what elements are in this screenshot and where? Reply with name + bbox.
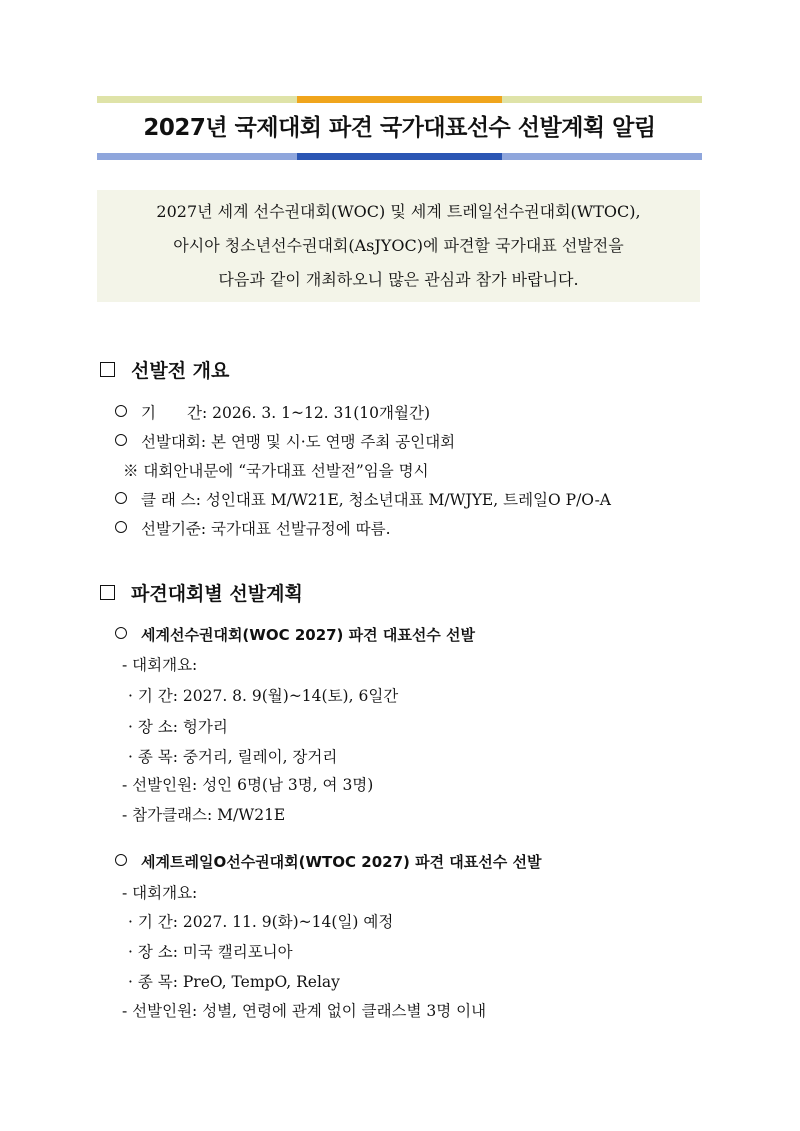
circle-bullet-icon bbox=[115, 854, 127, 866]
title-top-bar bbox=[97, 96, 702, 103]
page-title: 2027년 국제대회 파견 국가대표선수 선발계획 알림 bbox=[143, 115, 656, 141]
wtoc-title: 세계트레일O선수권대회(WTOC 2027) 파견 대표선수 선발 bbox=[115, 851, 541, 872]
wtoc-line: - 선발인원: 성별, 연령에 관계 없이 클래스별 3명 이내 bbox=[122, 1002, 487, 1020]
section-heading-plans bbox=[100, 579, 303, 606]
checkbox-square-icon bbox=[100, 362, 115, 377]
list-item: 선발기준: 국가대표 선발규정에 따름. bbox=[115, 517, 391, 539]
title-bottom-bar bbox=[97, 153, 702, 160]
wtoc-line: · 종 목: PreO, TempO, Relay bbox=[128, 973, 340, 991]
woc-line: · 장 소: 헝가리 bbox=[128, 718, 228, 736]
circle-bullet-icon bbox=[115, 492, 127, 504]
list-item: 클 래 스: 성인대표 M/W21E, 청소년대표 M/WJYE, 트레일O P/O-A bbox=[115, 488, 611, 510]
list-item: 기 간: 2026. 3. 1~12. 31(10개월간) bbox=[115, 401, 430, 423]
circle-bullet-icon bbox=[115, 627, 127, 639]
woc-line: · 기 간: 2027. 8. 9(월)~14(토), 6일간 bbox=[128, 687, 399, 705]
list-item: 선발대회: 본 연맹 및 시·도 연맹 주최 공인대회 bbox=[115, 430, 455, 452]
woc-line: · 종 목: 중거리, 릴레이, 장거리 bbox=[128, 748, 338, 766]
wtoc-line: · 장 소: 미국 캘리포니아 bbox=[128, 943, 293, 961]
woc-title: 세계선수권대회(WOC 2027) 파견 대표선수 선발 bbox=[115, 624, 475, 645]
section-heading-overview bbox=[100, 356, 229, 383]
section-heading-text: 파견대회별 선발계획 bbox=[131, 583, 303, 605]
notice-box bbox=[97, 190, 700, 302]
woc-line: - 선발인원: 성인 6명(남 3명, 여 3명) bbox=[122, 776, 374, 794]
list-item-note: ※ 대회안내문에 “국가대표 선발전”임을 명시 bbox=[123, 462, 429, 480]
circle-bullet-icon bbox=[115, 521, 127, 533]
circle-bullet-icon bbox=[115, 434, 127, 446]
checkbox-square-icon bbox=[100, 585, 115, 600]
notice-line: 아시아 청소년선수권대회(AsJYOC)에 파견할 국가대표 선발전을 bbox=[173, 236, 624, 255]
wtoc-line: · 기 간: 2027. 11. 9(화)~14(일) 예정 bbox=[128, 913, 394, 931]
notice-line: 다음과 같이 개최하오니 많은 관심과 참가 바랍니다. bbox=[218, 270, 579, 289]
circle-bullet-icon bbox=[115, 405, 127, 417]
woc-line: - 참가클래스: M/W21E bbox=[122, 806, 286, 824]
wtoc-line: - 대회개요: bbox=[122, 884, 198, 902]
title-block bbox=[97, 96, 702, 160]
section-heading-text: 선발전 개요 bbox=[131, 360, 230, 382]
woc-line: - 대회개요: bbox=[122, 656, 198, 674]
notice-line: 2027년 세계 선수권대회(WOC) 및 세계 트레일선수권대회(WTOC), bbox=[156, 202, 641, 221]
